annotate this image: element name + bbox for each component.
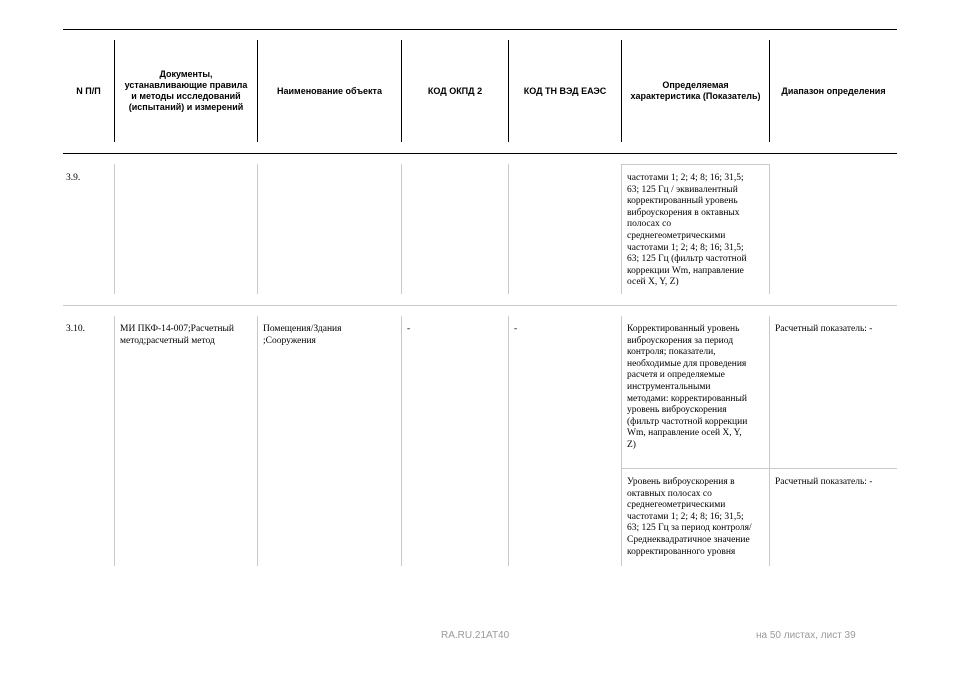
grid-line	[621, 316, 622, 566]
grid-line	[508, 164, 509, 294]
header-col-number: N П/П	[76, 85, 101, 96]
grid-line	[401, 164, 402, 294]
grid-line	[401, 316, 402, 566]
grid-line	[769, 316, 770, 566]
header-col-object: Наименование объекта	[277, 85, 382, 96]
range-cell: Расчетный показатель: -	[775, 477, 873, 487]
header-col-tnved: КОД ТН ВЭД ЕАЭС	[523, 85, 607, 96]
characteristic-cell: частотами 1; 2; 4; 8; 16; 31,5; 63; 125 Гц / эквивалентный корректированный уровень виброускорения в октавных полосах со среднегеометрическими частотами 1; 2; 4; 8; 16; 31,5; 63; 125 Гц (фильтр частотной коррекции Wm, направление осей X, Y, Z)	[627, 173, 747, 288]
grid-line	[114, 164, 115, 294]
grid-line	[621, 164, 770, 165]
characteristic-cell: Уровень виброускорения в октавных полосах со среднегеометрическими частотами 1; 2; 4; 8; 16; 31,5; 63; 125 Гц за период контроля/ Среднеквадратичное значение корректированного уровня	[627, 477, 752, 557]
grid-line	[114, 316, 115, 566]
grid-line	[769, 164, 770, 294]
footer-sheet-info: на 50 листах, лист 39	[756, 630, 856, 641]
header-top-rule	[63, 29, 897, 30]
grid-line	[508, 316, 509, 566]
grid-line	[621, 468, 897, 469]
header-col-documents: Документы, устанавливающие правила и методы исследований (испытаний) и измерений	[124, 69, 248, 112]
header-col-range: Диапазон определения	[781, 85, 886, 96]
header-bottom-rule	[63, 153, 897, 154]
row-separator	[63, 305, 897, 306]
tnved-cell: -	[514, 324, 518, 334]
footer-doc-id: RA.RU.21AT40	[441, 630, 510, 641]
row-number: 3.9.	[66, 173, 81, 183]
document-cell: МИ ПКФ-14-007;Расчетный метод;расчетный метод	[120, 324, 234, 346]
grid-line	[257, 164, 258, 294]
grid-line	[621, 164, 622, 294]
range-cell: Расчетный показатель: -	[775, 324, 873, 334]
header-col-characteristic: Определяемая характеристика (Показатель)	[630, 80, 761, 101]
grid-line	[257, 316, 258, 566]
object-cell: Помещения/Здания ;Сооружения	[263, 324, 342, 346]
header-col-okpd: КОД ОКПД 2	[427, 85, 483, 96]
characteristic-cell: Корректированный уровень виброускорения за период контроля; показатели, необходимые для проведения расчетя и определяемые инструментальными методами: корректированный уровень виброускорения (фильтр частотной коррекции Wm, направление осей X, Y, Z)	[627, 324, 748, 450]
row-number: 3.10.	[66, 324, 85, 334]
okpd-cell: -	[407, 324, 411, 334]
